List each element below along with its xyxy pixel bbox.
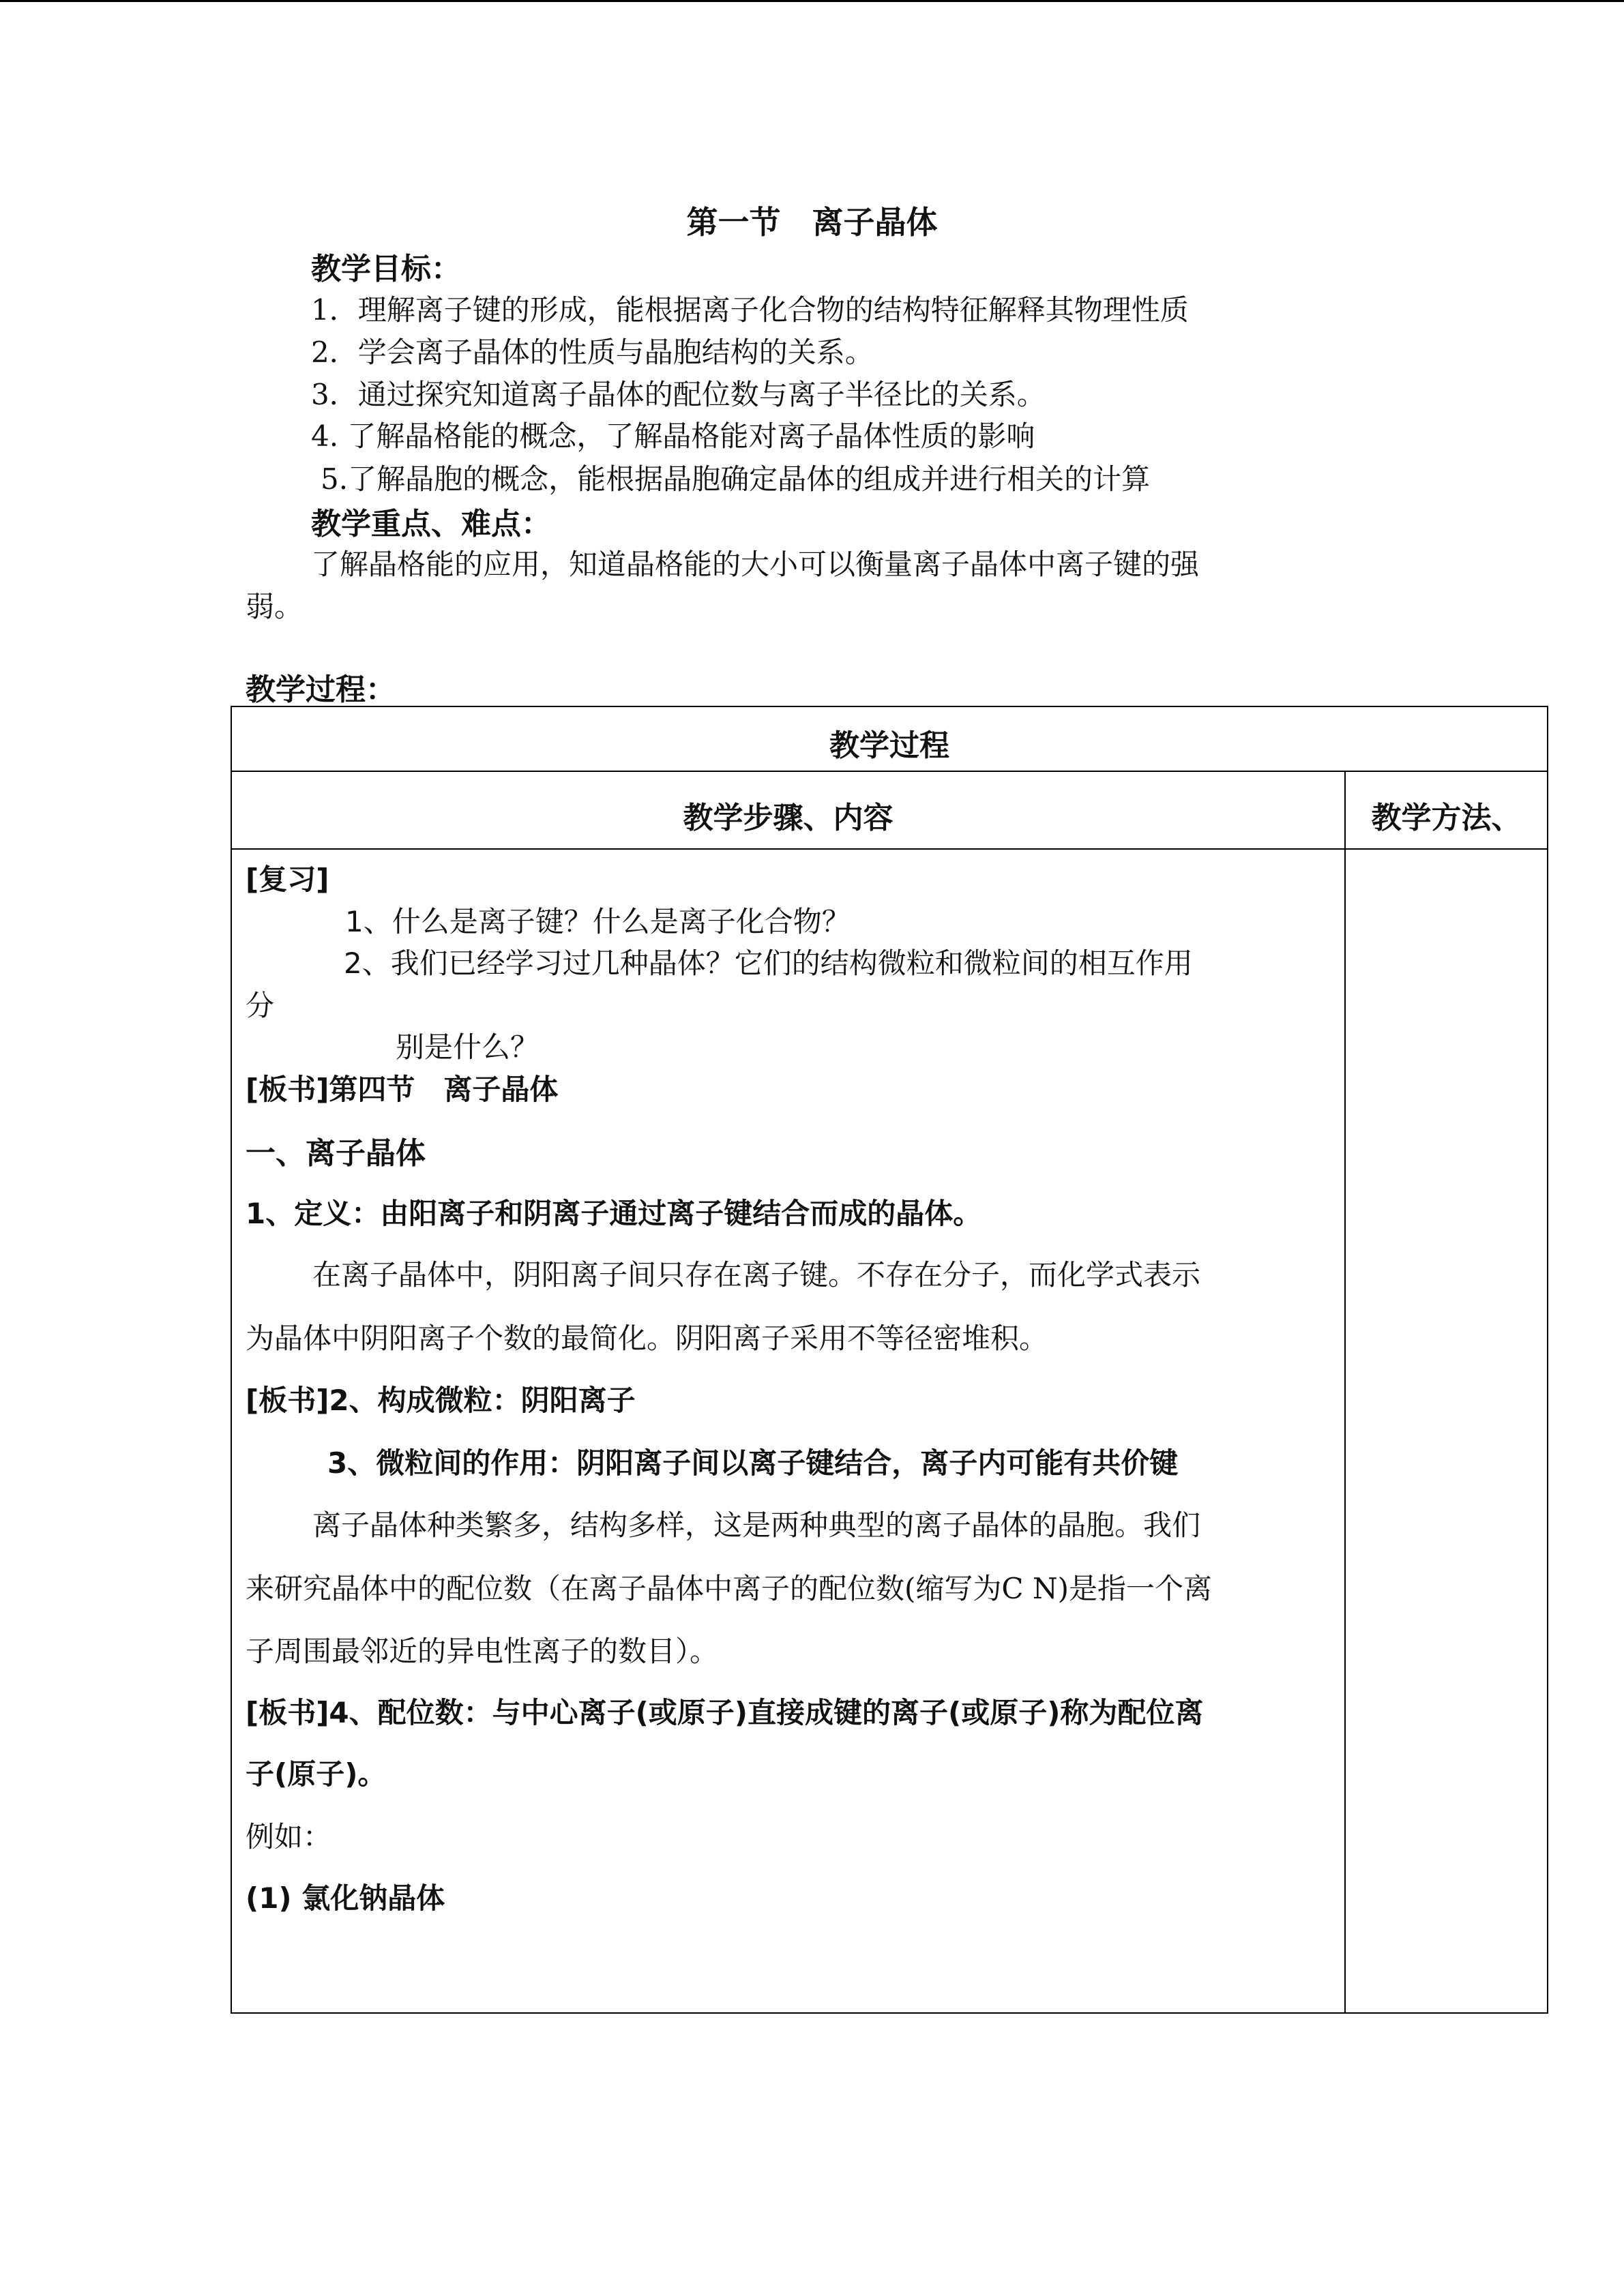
table-header: 教学过程 bbox=[829, 728, 949, 763]
page-top-border bbox=[0, 0, 1624, 2]
objectives-heading: 教学目标： bbox=[311, 252, 461, 286]
teaching-process-table bbox=[231, 706, 1548, 2014]
review-question: 1、什么是离子键？什么是离子化合物？ bbox=[345, 905, 851, 938]
objective-item: 1．理解离子键的形成，能根据离子化合物的结构特征解释其物理性质 bbox=[311, 293, 1189, 327]
page-title: 第一节 离子晶体 bbox=[686, 204, 938, 241]
objective-item: 5.了解晶胞的概念，能根据晶胞确定晶体的组成并进行相关的计算 bbox=[321, 462, 1151, 496]
process-label: 教学过程： bbox=[246, 672, 396, 707]
section-heading: 一、离子晶体 bbox=[246, 1136, 426, 1171]
review-question-cont: 分 bbox=[246, 989, 275, 1022]
example-label: 例如： bbox=[246, 1820, 332, 1853]
column-header-methods: 教学方法、 bbox=[1371, 801, 1522, 835]
paragraph-cont: 来研究晶体中的配位数（在离子晶体中离子的配位数(缩写为C N)是指一个离 bbox=[246, 1572, 1213, 1605]
board-note: [板书]2、构成微粒：阴阳离子 bbox=[246, 1384, 636, 1417]
column-header-steps: 教学步骤、内容 bbox=[683, 801, 894, 835]
paragraph-cont: 为晶体中阴阳离子个数的最简化。阴阳离子采用不等径密堆积。 bbox=[246, 1322, 1048, 1355]
board-note: [板书]第四节 离子晶体 bbox=[246, 1073, 559, 1106]
key-points-heading: 教学重点、难点： bbox=[311, 507, 551, 541]
review-question-cont: 别是什么？ bbox=[396, 1030, 540, 1064]
example-item: (1) 氯化钠晶体 bbox=[246, 1881, 445, 1915]
objective-item: 2．学会离子晶体的性质与晶胞结构的关系。 bbox=[311, 336, 874, 369]
interaction-point: 3、微粒间的作用：阴阳离子间以离子键结合，离子内可能有共价键 bbox=[327, 1446, 1179, 1480]
key-points-text: 了解晶格能的应用，知道晶格能的大小可以衡量离子晶体中离子键的强 bbox=[311, 548, 1200, 581]
objective-item: 4. 了解晶格能的概念，了解晶格能对离子晶体性质的影响 bbox=[311, 419, 1035, 453]
definition: 1、定义：由阳离子和阴离子通过离子键结合而成的晶体。 bbox=[246, 1197, 982, 1230]
paragraph: 离子晶体种类繁多，结构多样，这是两种典型的离子晶体的晶胞。我们 bbox=[312, 1508, 1201, 1542]
review-tag: [复习] bbox=[246, 863, 329, 896]
key-points-text-cont: 弱。 bbox=[246, 590, 304, 623]
methods-content-cell bbox=[1346, 850, 1547, 2012]
table-rule bbox=[232, 771, 1547, 772]
board-note-cont: 子(原子)。 bbox=[246, 1757, 387, 1791]
objective-item: 3．通过探究知道离子晶体的配位数与离子半径比的关系。 bbox=[311, 378, 1046, 411]
paragraph: 在离子晶体中，阴阳离子间只存在离子键。不存在分子，而化学式表示 bbox=[312, 1258, 1201, 1292]
paragraph-cont: 子周围最邻近的异电性离子的数目）。 bbox=[246, 1635, 719, 1668]
review-question: 2、我们已经学习过几种晶体？它们的结构微粒和微粒间的相互作用 bbox=[344, 946, 1193, 980]
board-note: [板书]4、配位数：与中心离子(或原子)直接成键的离子(或原子)称为配位离 bbox=[246, 1696, 1204, 1729]
